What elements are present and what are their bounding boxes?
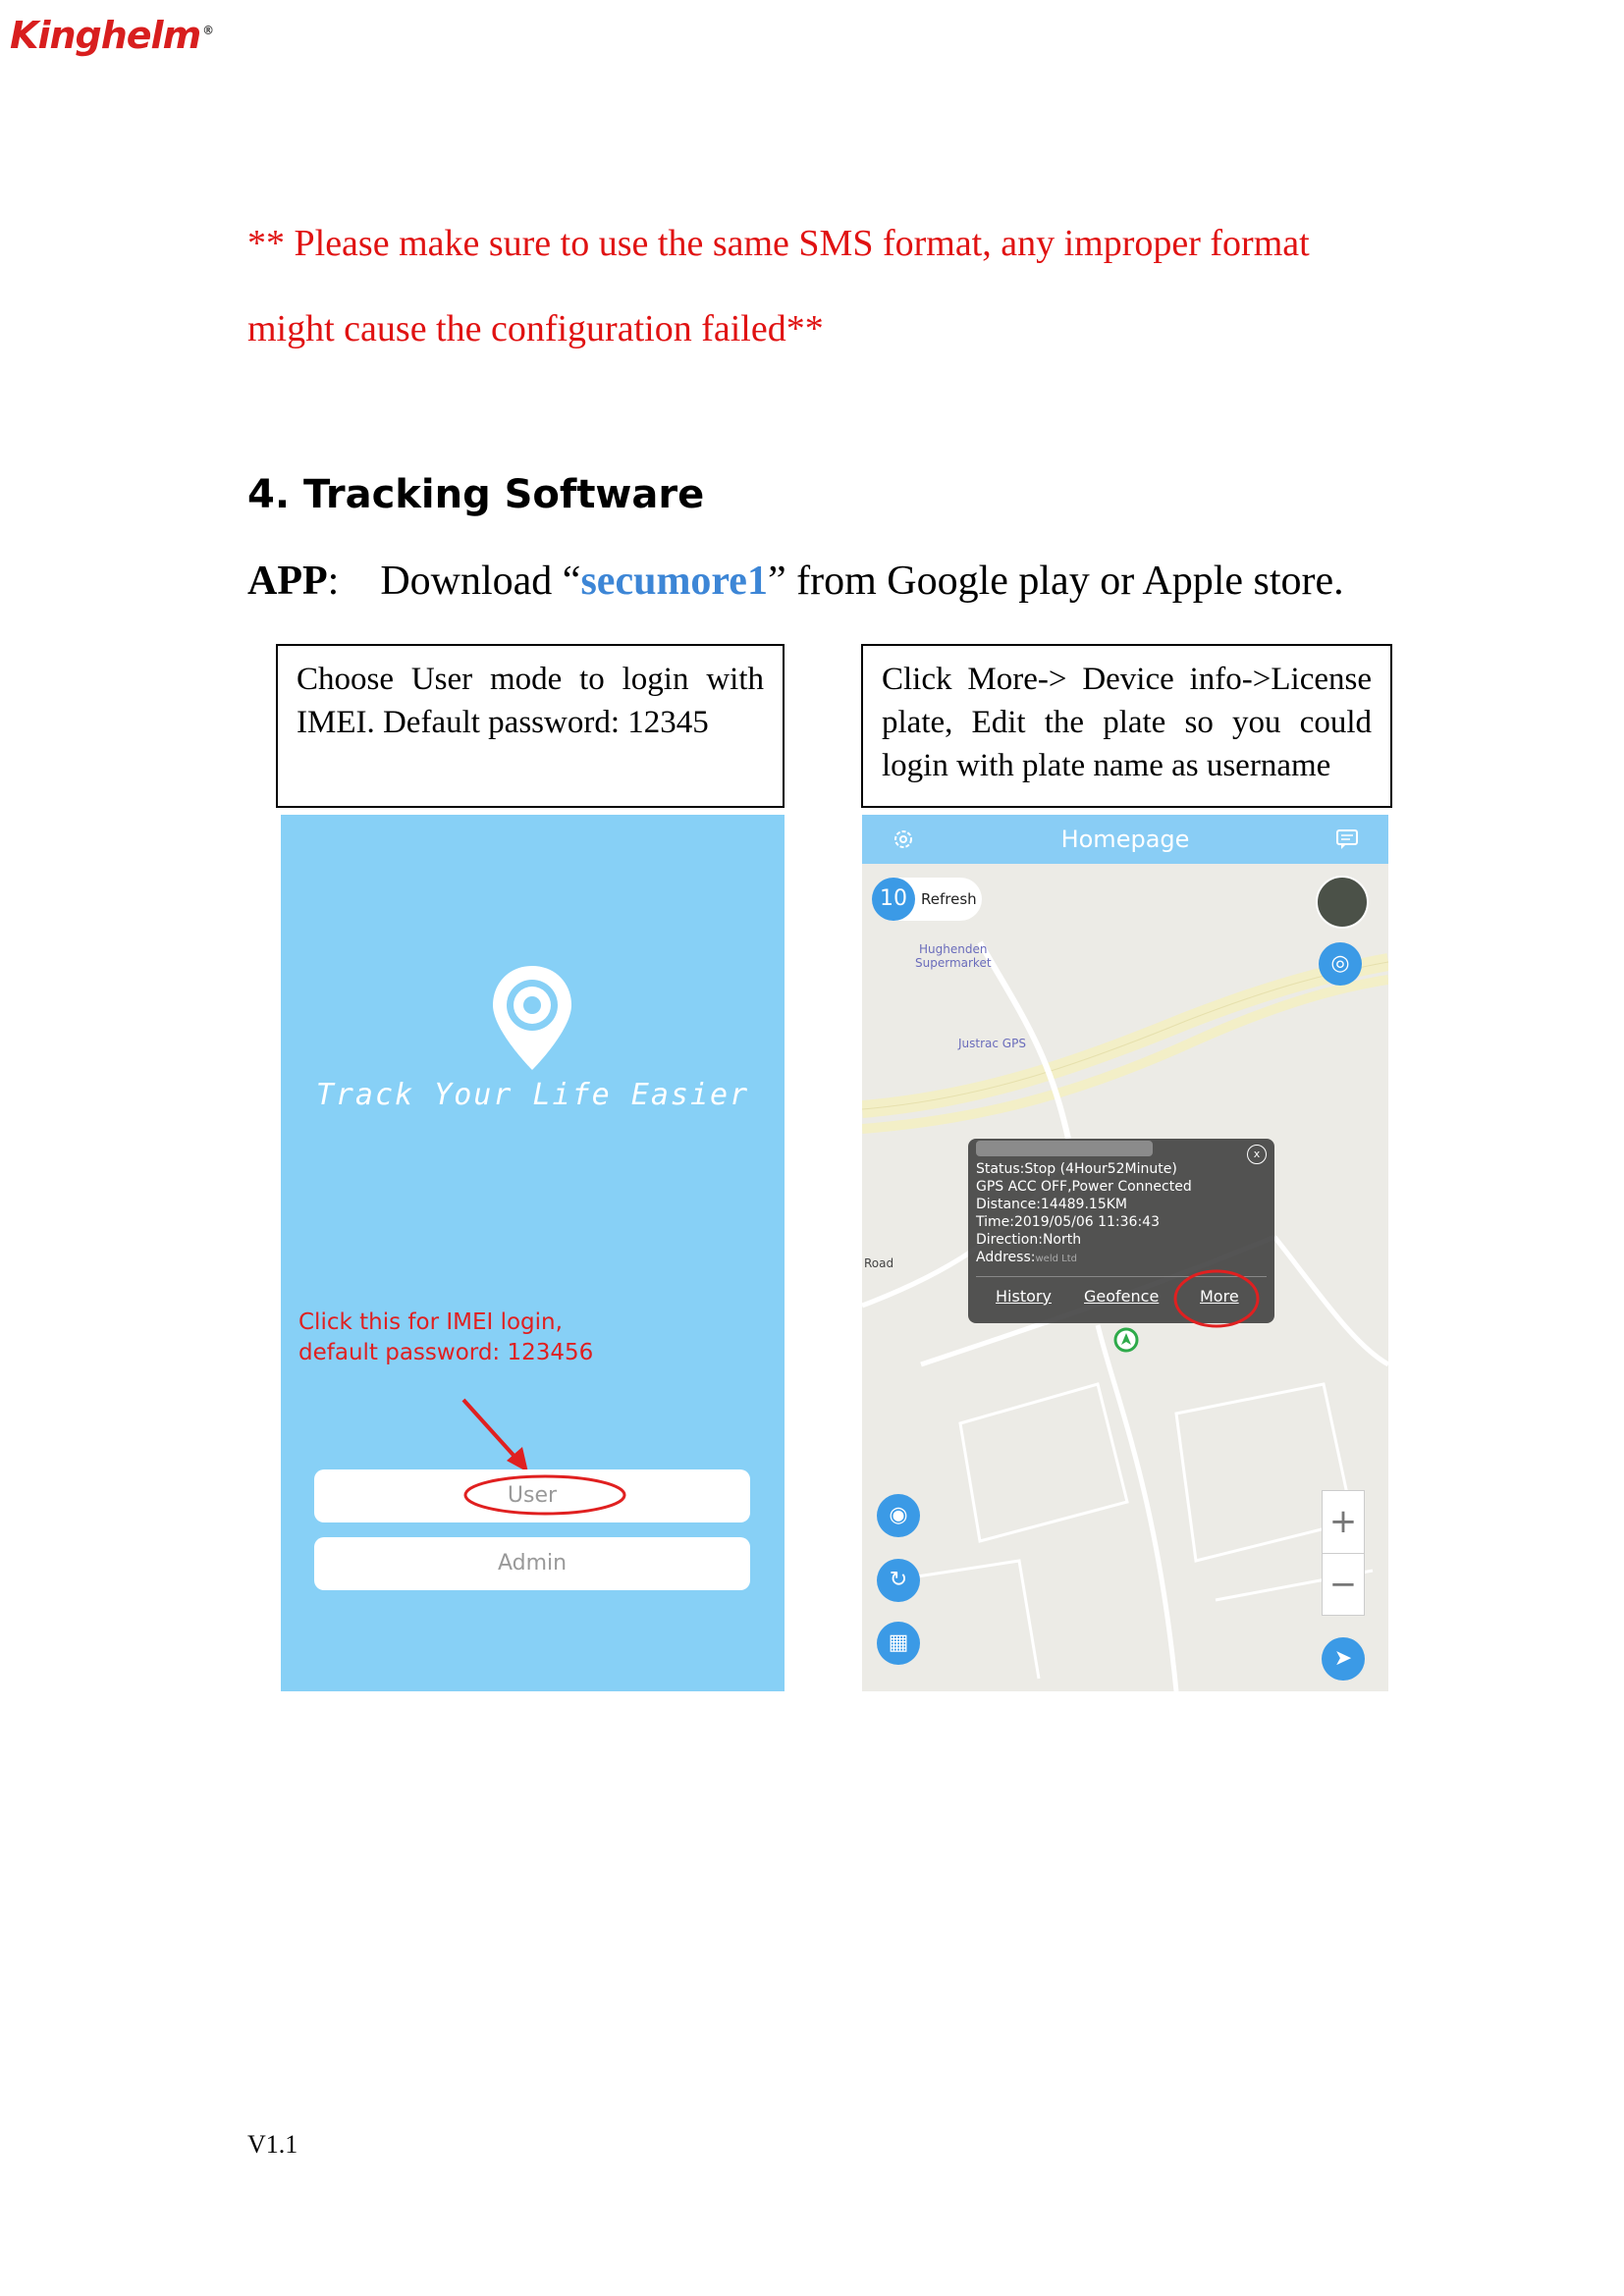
- app-name: secumore1: [580, 559, 768, 604]
- popup-status: Status:Stop (4Hour52Minute): [976, 1161, 1177, 1177]
- camera-icon[interactable]: ◎: [1319, 942, 1362, 986]
- app-label: APP: [247, 559, 328, 604]
- location-pin-icon: [487, 962, 577, 1074]
- imei-note-line-1: Click this for IMEI login,: [298, 1309, 563, 1335]
- poi-supermarket-line-2: Supermarket: [915, 956, 992, 970]
- avatar[interactable]: [1316, 876, 1369, 929]
- zoom-in-button[interactable]: +: [1323, 1491, 1364, 1554]
- grid-menu-icon[interactable]: ▦: [877, 1622, 920, 1665]
- red-highlight-ellipse: [1172, 1268, 1261, 1329]
- imei-login-note: [298, 1308, 593, 1368]
- imei-note-line-2: default password: 123456: [298, 1340, 594, 1365]
- app-download-line: [247, 558, 1344, 605]
- logo-text: Kinghelm: [10, 14, 201, 57]
- popup-address-label: Address:: [976, 1250, 1036, 1265]
- app-text-before: Download “: [380, 559, 581, 604]
- right-instruction-text: Click More-> Device info->License plate, Edit the plate so you could login with plate name as username: [882, 662, 1372, 783]
- geofence-link[interactable]: Geofence: [1084, 1287, 1160, 1306]
- refresh-count: 10: [872, 878, 915, 921]
- zoom-out-button[interactable]: −: [1328, 1565, 1358, 1604]
- settings-gear-icon[interactable]: [892, 828, 915, 851]
- zoom-control: [1322, 1490, 1365, 1616]
- history-link[interactable]: History: [996, 1287, 1052, 1306]
- section-heading: 4. Tracking Software: [247, 472, 705, 517]
- user-login-button[interactable]: User: [314, 1469, 750, 1522]
- blurred-device-name: [976, 1141, 1153, 1156]
- locate-icon[interactable]: ◉: [877, 1494, 920, 1537]
- popup-address: [976, 1249, 1192, 1268]
- road-label: Road: [864, 1256, 894, 1270]
- login-screenshot: [281, 815, 785, 1691]
- popup-time: Time:2019/05/06 11:36:43: [976, 1214, 1160, 1230]
- homepage-top-bar: [862, 815, 1388, 864]
- admin-login-button[interactable]: Admin: [314, 1537, 750, 1590]
- more-link[interactable]: More: [1200, 1287, 1239, 1306]
- refresh-label: Refresh: [921, 890, 977, 908]
- popup-details: [976, 1160, 1192, 1268]
- popup-direction: Direction:North: [976, 1232, 1082, 1248]
- vehicle-marker-icon[interactable]: [1113, 1327, 1139, 1353]
- red-highlight-ellipse: [461, 1472, 628, 1518]
- left-instruction-box: [276, 644, 785, 808]
- warning-line-2: might cause the configuration failed**: [247, 308, 824, 349]
- popup-gps: GPS ACC OFF,Power Connected: [976, 1179, 1192, 1195]
- device-info-popup: [968, 1139, 1274, 1323]
- app-colon: :: [327, 559, 340, 604]
- red-arrow-icon: [458, 1396, 536, 1478]
- message-icon[interactable]: [1335, 828, 1359, 850]
- version-label: V1.1: [247, 2130, 298, 2159]
- sync-icon[interactable]: ↻: [877, 1559, 920, 1602]
- kinghelm-logo: [10, 14, 213, 57]
- homepage-title: Homepage: [1060, 826, 1190, 853]
- popup-address-value: weld Ltd: [1035, 1254, 1077, 1264]
- right-instruction-box: [861, 644, 1392, 808]
- close-icon[interactable]: x: [1247, 1145, 1267, 1164]
- left-instruction-text: Choose User mode to login with IMEI. Default password: 12345: [297, 662, 764, 740]
- refresh-pill[interactable]: [872, 878, 982, 921]
- poi-justrac: Justrac GPS: [958, 1037, 1026, 1050]
- warning-line-1: ** Please make sure to use the same SMS format, any improper format: [247, 223, 1310, 264]
- homepage-screenshot: [862, 815, 1388, 1691]
- navigate-arrow-icon[interactable]: ➤: [1322, 1637, 1365, 1681]
- poi-supermarket: [915, 942, 992, 970]
- poi-supermarket-line-1: Hughenden: [919, 942, 988, 956]
- popup-distance: Distance:14489.15KM: [976, 1197, 1127, 1212]
- app-text-after: ” from Google play or Apple store.: [767, 559, 1344, 604]
- app-tagline: Track Your Life Easier: [315, 1078, 750, 1112]
- registered-mark: ®: [202, 24, 214, 38]
